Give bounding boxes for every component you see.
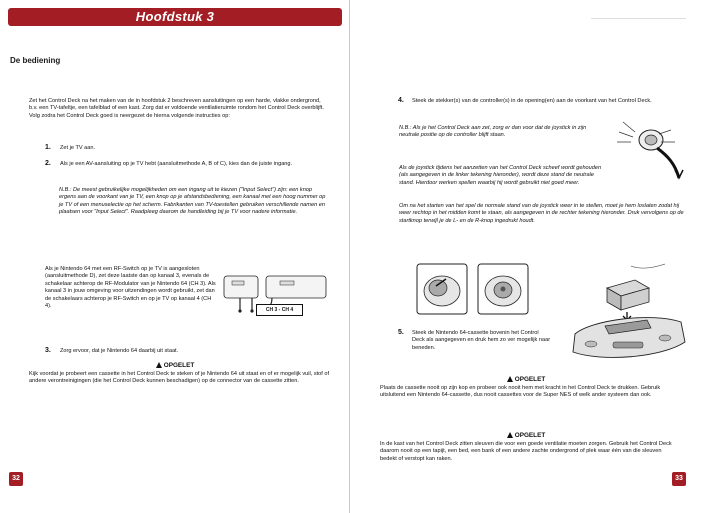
step-1-number: 1. [45, 144, 51, 151]
chapter-header-bar [8, 8, 342, 26]
reset-note: Om na het starten van het spel de normale stand van de joystick weer in te stellen, moet je hem loslaten zodat hij weer rechtop in het midden komt te staan, als aangegeven in de rechter tekening hieronder. Druk vervolgens op de startknop terwijl je de L- en de R-knop ingedrukt houdt. [399, 203, 684, 224]
section-title: De bediening [10, 56, 61, 65]
warning-text-right-2: In de kast van het Control Deck zitten sleuven die voor een goede ventilatie moeten zorgen. Gebruik het Control Deck daarom nooit op een tapijt, een bed, een bank of een andere zachte ondergrond of plek waar één van die sleuven bedekt of verstopt kan raken. [380, 441, 672, 462]
neutral-note: N.B.: Als je het Control Deck aan zet, zorg er dan voor dat de joystick in zijn neutrale positie op de controller blijft staan. [399, 125, 587, 139]
input-select-note: N.B.: De meest gebruikelijke mogelijkheden om een ingang uit te kiezen ("Input Select") zijn: een knop ergens aan de voorkant van je TV, een knop op je afstandsbediening, een kanaal met een hoog nummer op je TV of een menuselectie op het scherm. Fabrikanten van TV-toestellen gebruiken verschillende namen en plaatsen voor "Input Select". Raadpleeg daarom de handleiding bij je TV voor nadere informatie. [59, 187, 326, 216]
warning-title-text: OPGELET [163, 362, 195, 369]
warning-text-right-1: Plaats de cassette nooit op zijn kop en probeer ook nooit hem met kracht in het Control Deck te drukken. Gebruik uitsluitend een Nintendo 64-cassette, dus nooit cassettes voor de Super NES of welk ander systeem dan ook. [380, 385, 661, 399]
warning-title-left [0, 362, 350, 369]
step-5-text: Steek de Nintendo 64-cassette bovenin het Control Deck als aangegeven en druk hem zo ver mogelijk naar beneden. [412, 330, 551, 351]
right-page [351, 0, 701, 513]
step-5-number: 5. [398, 329, 404, 336]
step-2-number: 2. [45, 160, 51, 167]
joystick-neutral-illustration [477, 263, 529, 315]
step-2-text: Als je een AV-aansluiting op je TV hebt (aansluitmethode A, B of C), kies dan de juiste ingang. [60, 161, 293, 167]
step-3-number: 3. [45, 347, 51, 354]
warning-text-left: Kijk voordat je probeert een cassette in het Control Deck te steken of je Nintendo 64 uit staat en of er mogelijk vuil, stof of andere verontreinigingen (die het Control Deck kunnen beschadigen) op de connector van de cassette zitten. [29, 371, 330, 385]
step-4-number: 4. [398, 97, 404, 104]
tilt-note: Als de joystick tijdens het aanzetten van het Control Deck scheef wordt gehouden (als aangegeven in de linker tekening hieronder), wordt deze stand de neutrale stand. Hierdoor werken spellen waarbij hij wordt gebruikt niet goed meer. [399, 165, 602, 186]
top-decoration-line [591, 18, 686, 19]
warning-triangle-icon [507, 376, 513, 382]
intro-paragraph: Zet het Control Deck na het maken van de in hoofdstuk 2 beschreven aansluitingen op een harde, vlakke ondergrond, b.v. een TV-tafeltje, een tafelblad of een kast. Zorg dat er voldoende ventilatieruimte rondom het Control Deck overblijft. Volg zodra het Control Deck goed is neergezet de hierna volgende instructies op: [29, 98, 324, 119]
page-number-left: 32 [9, 472, 23, 486]
warning-title-text: OPGELET [514, 432, 546, 439]
channel-label: CH 3 - CH 4 [256, 304, 303, 316]
step-1-text: Zet je TV aan. [60, 145, 96, 151]
warning-triangle-icon [156, 362, 162, 368]
controller-plug-illustration [613, 112, 691, 182]
warning-title-text: OPGELET [514, 376, 546, 383]
console-cartridge-illustration [561, 262, 691, 370]
warning-title-right-1 [351, 376, 701, 383]
page-number-right: 33 [672, 472, 686, 486]
step-4-text: Steek de stekker(s) van de controller(s) in de opening(en) aan de voorkant van het Control Deck. [412, 98, 652, 104]
joystick-tilted-illustration [416, 263, 468, 315]
left-page [0, 0, 350, 513]
warning-title-right-2 [351, 432, 701, 439]
step-3-text: Zorg ervoor, dat je Nintendo 64 daarbij uit staat. [60, 348, 179, 354]
chapter-title: Hoofdstuk 3 [135, 9, 215, 24]
rf-switch-paragraph: Als je Nintendo 64 met een RF-Switch op je TV is aangesloten (aansluitmethode D), zet deze laatste dan op kanaal 3, evenals de schakelaar achterop de RF-Modulator van je Nintendo 64 (CH 3). Als kanaal 3 in jouw omgeving voor uitzendingen wordt gebruikt, zet dan de schakelaars achterop je RF-Switch en op je TV op kanaal 4 (CH 4). [45, 266, 216, 310]
warning-triangle-icon [507, 432, 513, 438]
